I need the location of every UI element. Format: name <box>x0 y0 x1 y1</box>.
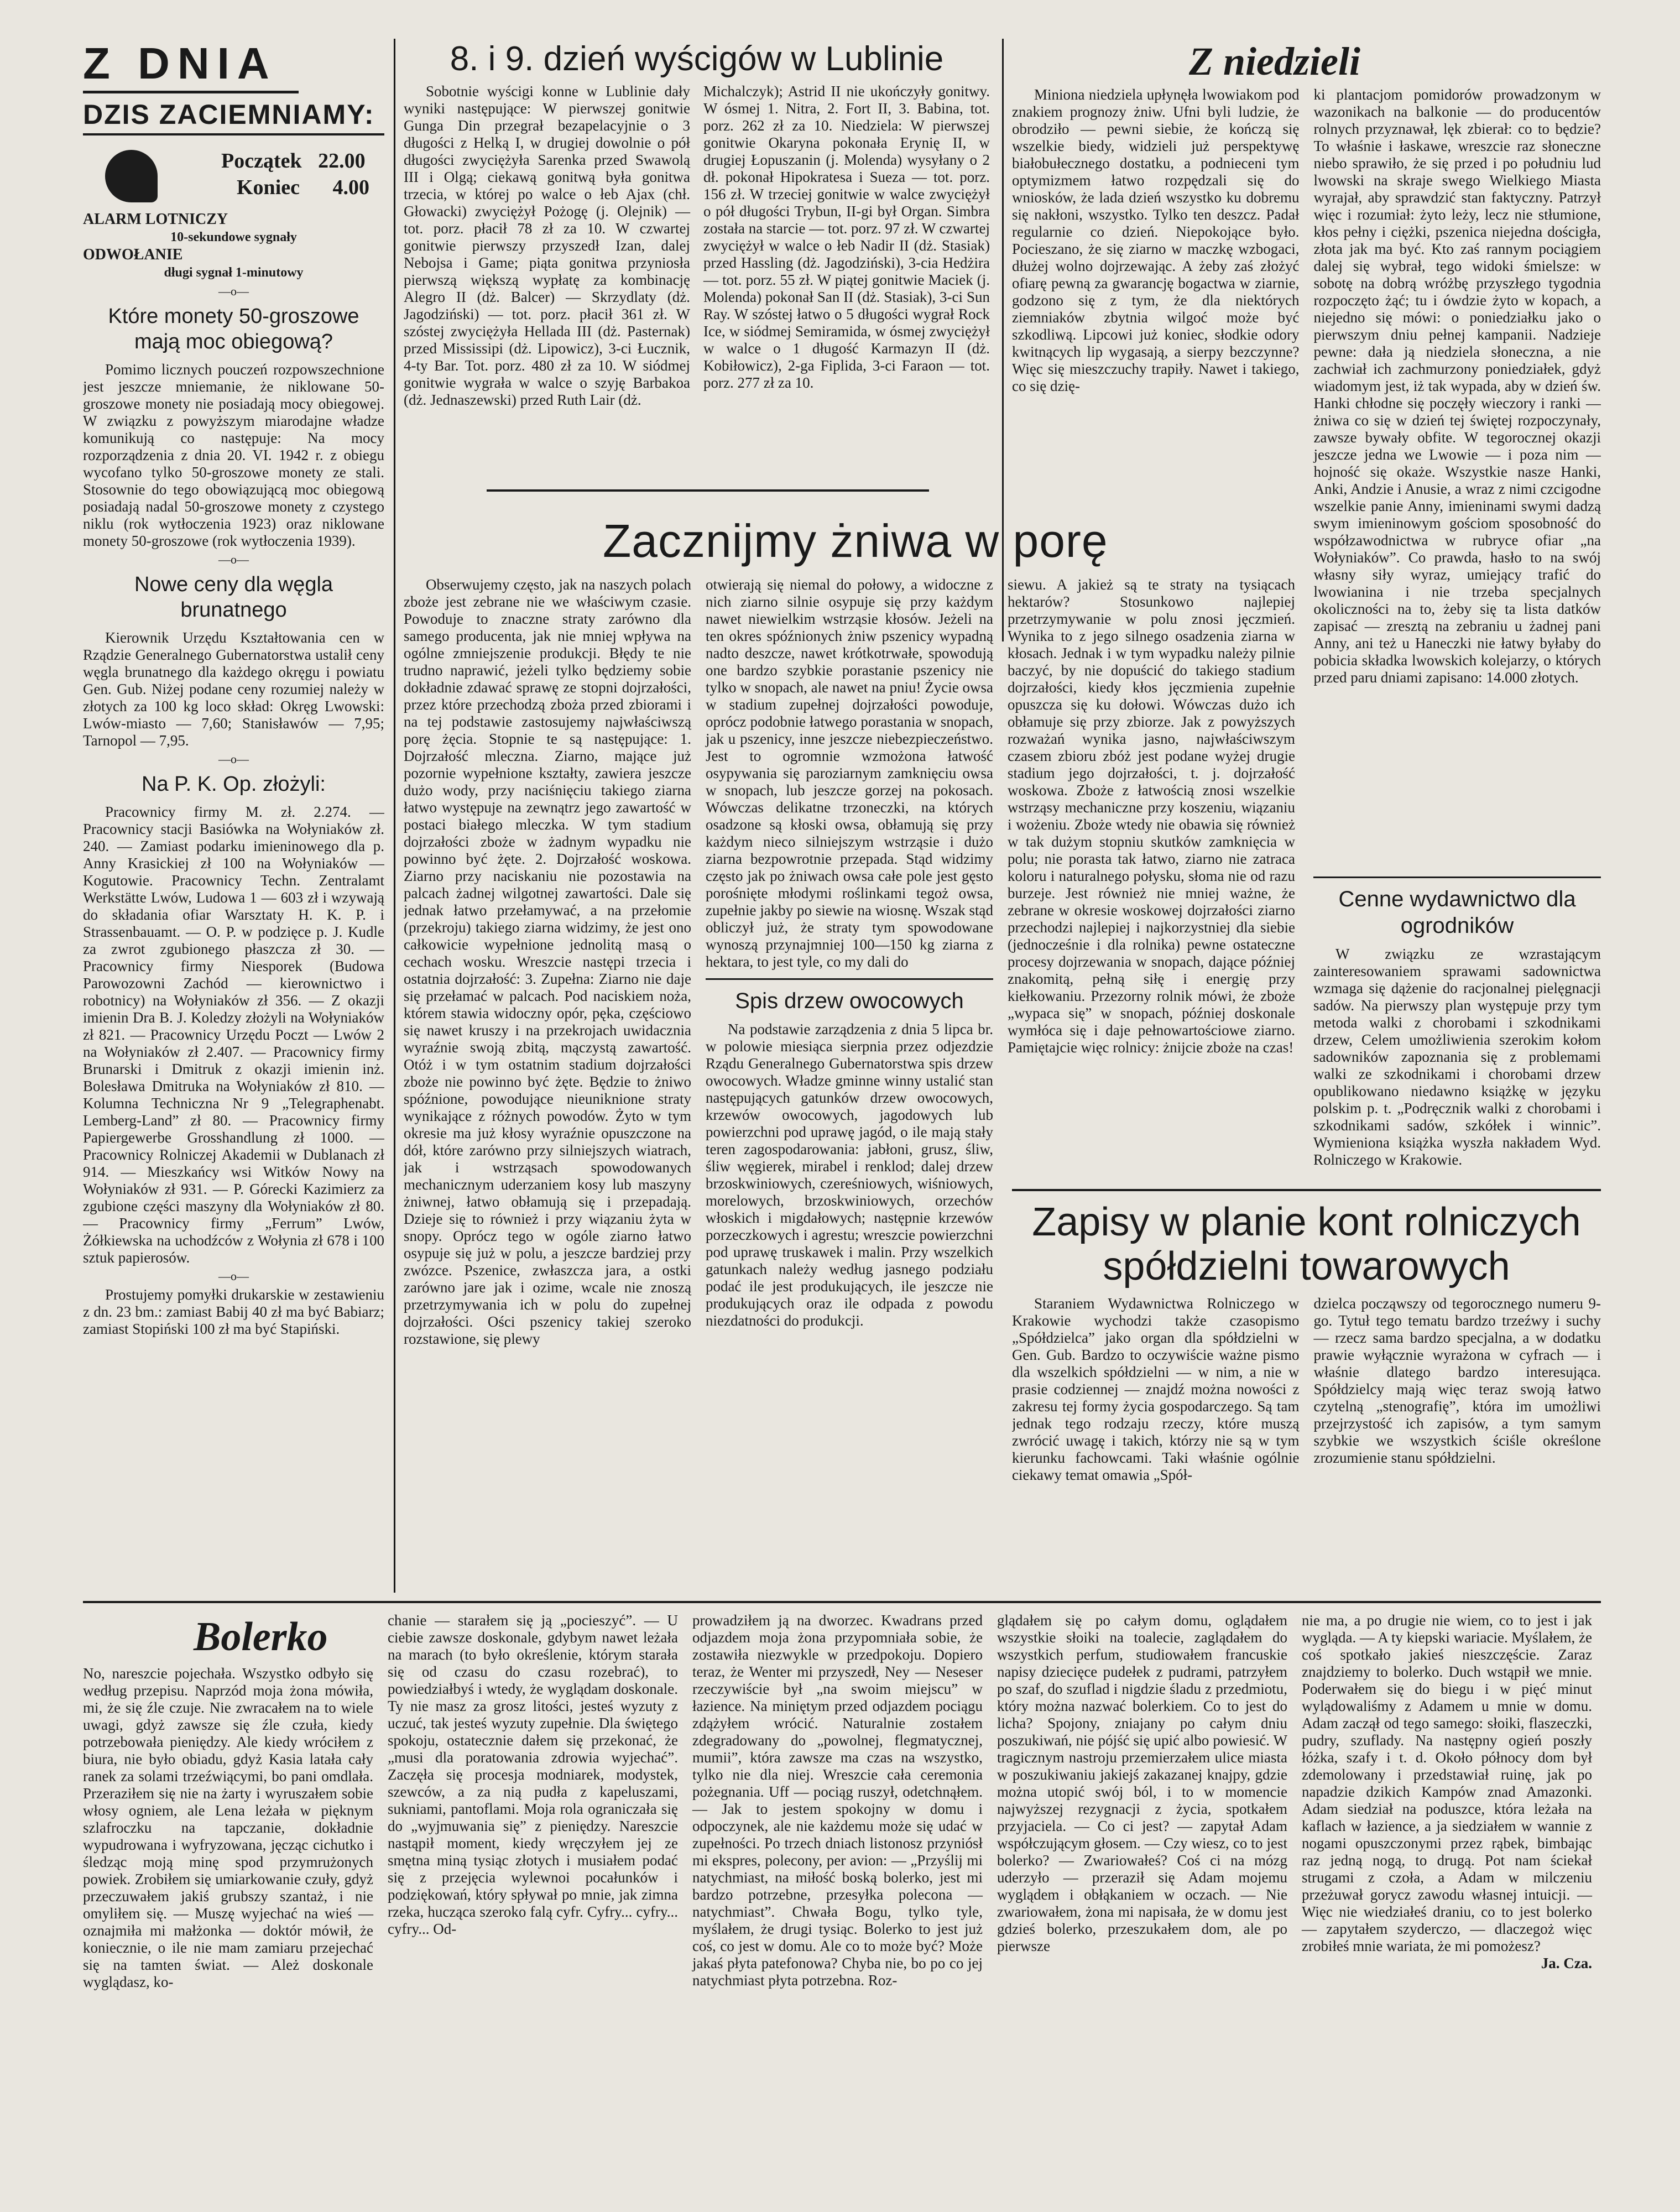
zniwa-headline: Zacznijmy żniwa w porę <box>603 515 1108 567</box>
alarm-desc: 10-sekundowe sygnały <box>170 230 297 244</box>
dzis-zaciemniamy: DZIS ZACIEMNIAMY: <box>83 99 384 135</box>
z-dnia-column <box>83 39 384 1631</box>
bolerko-col1: No, nareszcie pojechała. Wszystko odbyło się według przepisu. Naprzód moja żona mówiła, mi, że się źle czuje. Nie zwracałem na to wiele uwagi, gdyż zawsze się źle czuła, kiedy potrzebowała pieniędzy. Ale kiedy wróciłem z biura, nie było obiadu, gdyż Kasia latała cały ranek za solami trzeźwiącymi, bo pani omdlała. Przeraziłem się nie na żarty i wyruszałem sobie włosy ogniem, ale Lena leżała w pięknym szlafroczku na tapczanie, dokładnie wypudrowana i wyfryzowana, jęcząc cichutko i śledząc moją minę spod przymrużonych powiek. Zrobiłem się umiarkowanie czuły, gdyż przeczuwałem jakiś grubszy szantaż, i nie omyliłem się. — Muszę wyjechać na wieś — oznajmiła mi małżonka — doktór mówił, że koniecznie, o ile nie mam zamiaru przejechać się na tamten świat. — Ależ doskonale wyglądasz, ko- <box>83 1665 373 1990</box>
zniwa-col1: Obserwujemy często, jak na naszych polach zboże jest zebrane nie we właściwym czasie. Powoduje to znaczne straty zarówno dla samego producenta, jak nie mniej wpływa na ogólne zmniejszenie produkcji. Błędy te nie trudno naprawić, jeżeli tylko będziemy sobie dokładnie zdawać sprawę ze stopni dojrzałości, przez które przechodzą zboża przed zbiorami i na tej podstawie zastosujemy najwłaściwszą porę żęcia. Stopnie te są następujące: 1. Dojrzałość mleczna. Ziarno, mające już pozornie wypełnione kształty, zawiera jeszcze dużo wody, przy naciśnięciu takiego ziarna łatwo występuje na zewnątrz jego zawartość w postaci białego mleczka. W tym stadium dojrzałości zboże w żadnym wypadku nie powinno być żęte. 2. Dojrzałość woskowa. Ziarno przy naciskaniu nie pozostawia na palcach żadnej wilgotnej zawartości. Dale się jednak łatwo przełamywać, a na przełomie (przekroju) takiego ziarna widzimy, że jest ono całkowicie wypełnione jednolitą masą o cechach wosku. Wreszcie następi trzecia i ostatnia dojrzałość: 3. Zupełna: Ziarno nie daje się przełamać w palcach. Pod naciskiem noża, którem stawia widoczny opór, pęka, częściowo się nawet kruszy i na przekrojach uwidacznia wyraźnie swoją zbitą, mączystą zawartość. Otóż i w tym ostatnim stadium dojrzałości zboże nie powinno być żęte. Będzie to żniwo spóźnione, powodujące nieuniknione straty wynikające z różnych powodów. Żyto w tym okresie ma już kłosy wyraźnie opuszczone na dół, które zarówno przy silniejszych wiatrach, jak i wstrząsach spowodowanych mechanicznym uderzaniem kosy lub maszyny żniwnej, łatwo obłamują się i przepadają. Dzieje się to również i przy wiązaniu żyta w snopy. Oprócz tego w ogóle ziarno łatwo osypuje się już w polu, a jeszcze bardziej przy zwózce. Pszenice, zwłaszcza jara, a ostki zarówno jare jak i ozime, wcale nie znoszą przetrzymywania ich w polu do zupełnej dojrzałości. Ości pszenicy takiej szeroko rozstawione, się plewy <box>404 576 691 1347</box>
blackout-times <box>83 144 384 211</box>
spis-rule <box>706 978 993 980</box>
start-label: Początek <box>221 149 302 173</box>
sprostowanie-text: Prostujemy pomyłki drukarskie w zestawieniu z dn. 23 bm.: zamiast Babij 40 zł ma być Babiarz; zamiast Stopiński 100 zł ma być Stapiński. <box>83 1286 384 1337</box>
start-row <box>221 149 366 173</box>
zapisy-headline: Zapisy w planie kont rolniczych spółdzielni towarowych <box>1032 1200 1581 1288</box>
lublin-col1: Sobotnie wyścigi konne w Lublinie dały wyniki następujące: W pierwszej gonitwie Gunga Din przegrał bezapelacyjnie o 3 długości z Helką I, w drugiej dowolnie o pół długości zwyciężyła Sarenka przed Swawolą III i Olgą; ciekawą gonitwą była gonitwa trzecia, w której po walce o łeb Ajax (chł. Głowacki) zwyciężył Pożogę (j. Olejnik) — tot. porz. płacił 78 zł za 10. W czwartej gonitwie pierwszy przyszedł Izan, dalej Nebojsa i Game; piąta gonitwa przyniosła pierwszą większą wypłatę za kombinację Alegro II (dż. Balcer) — Skrzydlaty (dż. Jagodziński) — tot. porz. płacił 361 zł. W szóstej zwyciężyła Hellada III (dż. Pasternak) przed Mississipi (dż. Lipowicz), 3-ci Łucznik, 4-ty Bar. Tot. porz. 480 zł za 10. W siódmej gonitwie wygrała w walce o szyję Barbakoa (dż. Jednaszewski) przed Ruth Lair (dż. <box>404 83 690 408</box>
wydawnictwo-article <box>1313 877 1601 1186</box>
lublin-headline: 8. i 9. dzień wyścigów w Lublinie <box>450 40 944 78</box>
pkop-headline: Na P. K. Op. złożyli: <box>142 773 326 796</box>
lublin-article <box>404 39 990 487</box>
blackout-logo-icon <box>105 150 158 202</box>
zapisy-top-rule <box>1012 1189 1601 1191</box>
bolerko-headline: Bolerko <box>194 1614 328 1660</box>
separator: —o— <box>218 752 249 766</box>
bolerko-col2: chanie — starałem się ją „pocieszyć”. — U ciebie zawsze doskonale, gdybym nawet leżała na marach (to było określenie, którym starała się od czasu do czasu rozebrać), to powiedziałbyś i wtedy, że wyglądam doskonale. Ty nie masz za grosz litości, jesteś wyzuty z uczuć, tak jesteś wyzuty zupełnie. Dla świętego spokoju, ostatecznie dałem się przekonać, że „musi dla poratowania zdrowia wyjechać”. Zaczęła się procesja modniarek, modystek, szewców, a za nią pudła z kapeluszami, sukniami, pantoflami. Moja rola ograniczała się do „wyjmuwania się” z pieniędzy. Nareszcie nastąpił moment, kiedy wręczyłem jej ze smętna miną tysiąc złotych i musiałem podać się z przejęcia wylewnoi pocałunków i podziękowań, który spływał po mnie, jak zimna rzeka, hucząca szeroko falą cyfr. Cyfry... cyfry... cyfry... Od- <box>388 1612 678 1937</box>
end-time: 4.00 <box>332 176 369 199</box>
alarm-title: ALARM LOTNICZY <box>83 211 228 228</box>
niedziela-col2: ki plantacjom pomidorów prowadzonym w wazonikach na balkonie — do producentów rolnych przyznawał, lęk zbierał: co to będzie? To właśnie i łaskawe, wreszcie raz słoneczne niebo sprawiło, że się przed i po południu lud lwowski na skraje swego Wielkiego Miasta wyrajał, aby sprawdzić stan faktyczny. Patrzył więc i rozumiał: żyto leży, lecz nie stłumione, kłos pełny i ciężki, pszenica niejedna dościgła, złota jak ma być. Kto zaś rannym pociągiem dalej się wybrał, tego widoki śmielsze: w sobotę na dobrą wróżbę przyszłego tygodnia rozpoczęto żąć; tu i ówdzie żyto w kopach, a niejedno się mówi: o poniedziałku jako o pierwszym dniu pełnej kampanii. Nadzieje pewne: dała ją niedziela słoneczna, a nie zachwiał ich zachmurzony poniedziałek, gdyż wiadomym jest, iż tak wypada, aby w dzień św. Hanki chłodne się poczęły wieczory i ranki — żniwa co się w dzień tej świętej rozpoczynały, zawsze bywały obfite. W tegorocznej okazji jeszcze jedna we Lwowie — i poza nim — hojność się okaże. Wszystkie nasze Hanki, Anki, Andzie i Anusie, a wraz z nimi czcigodne wszelkie panie Anny, imieninami swymi dadzą swym imieninowym gościom sposobność do współzawodnictwa w rubryce ofiar „na Wołyniaków”. Co prawda, hasło to na swój własny siły wyraz, umiejący trafić do lwowianina i nie trzeba specjalnych okoliczności na to, żeby się ta lista datków zapisać — zresztą na zebraniu u żadnej pani Anny, ani też u Haneczki nie łatwy byłaby do pobicia składka lwowskich kolejarzy, o których przed paru dniami zapisano: 14.000 złotych. <box>1313 86 1601 686</box>
odwolanie-desc: długi sygnał 1-minutowy <box>164 265 304 280</box>
bolerko-signature: Ja. Cza. <box>1541 1955 1592 1971</box>
separator: —o— <box>218 552 249 566</box>
odwolanie-title: ODWOŁANIE <box>83 246 183 263</box>
monety-text: Pomimo licznych pouczeń rozpowszechnione jest jeszcze mniemanie, że niklowane 50-groszowe monety nie posiadają mocy obiegowej. W związku z powyższym miarodajne władze komunikują co następuje: Na mocy rozporządzenia z dnia 20. VI. 1942 r. z obiegu wycofano tylko 50-groszowe monety ze stali. Stosownie do tego obowiązującą moc obiegową posiadają nadal 50-groszowe monety z czystego niklu (rok wytłoczenia 1923) oraz niklowane monety 50-groszowe (rok wytłoczenia 1939). <box>83 361 384 549</box>
zniwa-col3: siewu. A jakież są te straty na tysiącach hektarów? Stosunkowo najlepiej przetrzymywanie w polu znosi jęczmień. Wynika to z jego silnego osadzenia ziarna w kłosach. Jednak i w tym wypadku należy pilnie baczyć, by nie dopuścić do takiego stadium dojrzałości, kiedy kłos jęczmienia zupełnie opuszcza się ku dołowi. Wówczas dużo ich obłamuje się przy zbiorze. Jak z powyższych rozważań wynika jasno, najwłaściwszym czasem zbioru zbóż jest podane wyżej drugie stadium jego dojrzałości, t. j. dojrzałość woskowa. Zboże z łatwością znosi wszelkie wstrząsy mechaniczne przy koszeniu, wiązaniu i wożeniu. Zboże wtedy nie obawia się również w tak dużym stopniu skutków zamknięcia w polu; nie porasta tak łatwo, ziarno nie zatraca koloru i naturalnego połysku, słoma nie od razu burzeje. Jest również nie mniej ważne, że zebrane w okresie woskowej dojrzałości ziarno przechodzi najlepiej i najkorzystniej dla siebie (jednocześnie i dla rolnika) pewne ostateczne procesy dojrzewania w snopach, dające później znakomitą, pełną siłę i energię przy kiełkowaniu. Przezorny rolnik mówi, że zboże „wypaca się” w snopach, później doskonale wymłóca się i daje pełnowartościowe ziarno. Pamiętajcie więc rolnicy: żnijcie zboże na czas! <box>1008 576 1295 1056</box>
zapisy-article <box>1012 1200 1601 1598</box>
z-dnia-masthead: Z DNIA <box>83 39 277 88</box>
zapisy-col2: dzielca począwszy od tegorocznego numeru 9-go. Tytuł tego tematu bardzo trzeźwy i suchy — rzecz sama bardzo specjalna, a w dodatku prawie wyłącznie wyrażona w cyfrach — i właśnie dlatego bardzo interesująca. Spółdzielcy mają więc teraz swoją łatwo czytelną „stenografię”, która im umożliwi przejrzystość ich zapisów, a tym samym szybkie we wszystkich ściśle określone zrozumienie stanu spółdzielni. <box>1313 1295 1601 1466</box>
end-row <box>237 175 369 200</box>
separator: —o— <box>218 284 249 298</box>
wydawnictwo-headline: Cenne wydawnictwo dla ogrodników <box>1338 887 1576 938</box>
spis-text: Na podstawie zarządzenia z dnia 5 lipca br. w polowie miesiąca sierpnia przez odjezdzie Rządu Generalnego Gubernatorstwa spis drzew owocowych. Władze gminne winny ustalić stan następujących gatunków drzew owocowych, krzewów owocowych, jagodowych lub powierzchni pod uprawę jagód, o ile mają stały teren zagospodarowania: jabłoni, grusz, śliw, śliw węgierek, mirabel i renklod; dalej drzew brzoskwiniowych, czereśniowych, wiśniowych, morelowych, brzoskwiniowych, orzechów włoskich i migdałowych; następnie krzewów porzeczkowych i agrestu; wreszcie powierzchni pod uprawę truskawek i malin. Przy wszelkich gatunkach należy według jasnego podziału podać ile jest produkujących, ile jeszcze nie produkujących oraz ile odpada z powodu niezdatności do produkcji. <box>706 1021 993 1329</box>
monety-headline: Które monety 50-groszowe mają moc obiegową? <box>108 305 359 353</box>
bolerko-top-rule <box>83 1601 1601 1603</box>
zapisy-col1: Staraniem Wydawnictwa Rolniczego w Krakowie wychodzi także czasopismo „Spółdzielca” jako organ dla spółdzielni w Gen. Gub. Bardzo to oczywiście ważne pismo dla wszelkich spółdzielni — w nim, a nie w prasie codziennej — znajdź można nowości z zakresu tej formy życia gospodarczego. Są tam jednak tego rodzaju rzeczy, które muszą zwrócić uwagę i takich, którzy nie są w tym kierunku fachowcami. Taki właśnie ogólnie ciekawy temat omawia „Spół- <box>1012 1295 1300 1483</box>
wegiel-text: Kierownik Urzędu Kształtowania cen w Rządzie Generalnego Gubernatorstwa ustalił ceny węgla brunatnego dla każdego okręgu i powiatu Gen. Gub. Niżej podane ceny rozumiej należy w złotych za 100 kg loco skład: Okręg Lwowski: Lwów-miasto — 7,60; Stanisławów — 7,95; Tarnopol — 7,95. <box>83 629 384 749</box>
wydawnictwo-text: W związku ze wzrastającym zainteresowaniem sprawami sadownictwa wzmaga się dążenie do racjonalnej pielęgnacji sadów. Na pierwszy plan występuje przy tym metoda walki z chorobami i szkodnikami drzew, Celem umożliwienia szerokim kołom sadowników zapoznania się z problemami walki ze szkodnikami i chorobami drzew opublikowano niedawno książkę w języku polskim p. t. „Podręcznik walki z chorobami i szkodnikami sadów, szkółek i winnic”. Wymieniona książka wyszła nakładem Wyd. Rolniczego w Krakowie. <box>1313 946 1601 1168</box>
start-time: 22.00 <box>318 149 366 173</box>
niedziela-headline: Z niedzieli <box>1189 39 1360 84</box>
masthead-rule <box>83 91 299 93</box>
zniwa-col2: otwierają się niemal do połowy, a widoczne z nich ziarno silnie osypuje się przy każdym nawet niewielkim wstrząsie kłosów. Jeżeli na ten okres spóźnionych żniw pszenicy wypadną nadto deszcze, nawet krótkotrwałe, spowodują one bardzo szybkie porastanie pszenicy nie tylko w snopach, ale nawet na pniu! Życie owsa w stadium zupełnej dojrzałości powoduje, oprócz podobnie łatwego porastania w snopach, jak u pszenicy, inne jeszcze niebezpieczeństwo. Jest to ogromnie wzmożona łatwość osypywania się paroziarnym zamknięciu owsa w snopach, lub jeszcze gorzej na pokosach. Wówczas delikatne trzoneczki, na których osadzone są kłoski owsa, obłamują się przy każdym nieco silniejszym wstrząsie i dużo ziarna bezpowrotnie przepada. Stąd widzimy często jak po żniwach owsa całe pole jest gęsto porośnięte młodymi roślinkami tegoż owsa, zupełnie jakby po siewie na wiosnę. Wszak stąd obliczył już, że straty tym spowodowane wynoszą przynajmniej 100—150 kg ziarna z hektara, to jest tyle, co my dali do <box>706 576 993 970</box>
bolerko-col3: prowadziłem ją na dworzec. Kwadrans przed odjazdem moja żona przypomniała sobie, że zostawiła niezwykle w przedpokoju. Dopiero teraz, że Wenter mi przyszedł, Ney — Neseser rzeczywiście był „na swoim miejscu” w łazience. Na miniętym przed odjazdem pociągu zdążyłem wrócić. Naturalnie zostałem zdegradowany do „powolnej, flegmatycznej, mumii”, która zawsze ma czas na wszystko, tylko nie dla niej. Wreszcie cała ceremonia pożegnania. Uff — pociąg ruszył, odetchnąłem. — Jak to jestem spokojny w domu i odpoczynek, ale nie każdemu może się udać w zupełności. Po trzech dniach listonosz przyniósł mi ekspres, polecony, per avion: — „Przyślij mi natychmiast, na miłość boską bolerko, jest mi bardzo potrzebne, przesyłka polecona — natychmiast”. Chwała Bogu, tylko tyle, myślałem, że drugi tysiąc. Bolerko to jest już coś, co jest w domu. Ale co to może być? Może jakaś płyta patefonowa? Chyba nie, bo po co jej natychmiast płyta potrzebna. Roz- <box>692 1612 983 1989</box>
alarm-block <box>83 211 384 281</box>
bolerko-col5: nie ma, a po drugie nie wiem, co to jest i jak wygląda. — A ty kiepski wariacie. Myślałem, że coś spotkało jakieś nieszczęście. Zaraz znajdziemy to bolerko. Duch wstąpił we mnie. Poderwałem się do biegu i w pięć minut wylądowaliśmy z Adamem u mnie w domu. Adam zaczął od tego samego: słoiki, flaszeczki, pudry, szuflady. Na następny ogień poszły łóżka, szafy i t. d. Około północy dom był zdemolowany i przedstawiał ruinę, jak po napadzie dzikich Kampów znad Amazonki. Adam siedział na poduszce, która leżała na kaflach w łazience, a ja siedziałem w wannie z nogami opuszczonymi przez rąbek, bimbając raz jedną nogą, to drugą. Pot nam ściekał strugami z czoła, a Adam w milczeniu przeżuwał gorycz zawodu własnej intuicji. — Więc nie wiedziałeś draniu, co to jest bolerko — zapytałem szyderczo, — dlaczegoż więc zrobiłeś mnie wariata, że mi pomożesz? <box>1302 1612 1592 1954</box>
niedziela-col1: Miniona niedziela upłynęła lwowiakom pod znakiem prognozy żniw. Ufni byli ludzie, że obrodziło — pewni siebie, że kończą się wszelkie biedy, widzieli już perspektywę białobułecznego dostatku, a podnieceni tym optymizmem łatwo rozpędzali się do wniosków, że lada dzień wszystko ku dobremu się nakłoni, wszystko. Tylko ten deszcz. Padał regularnie co dzień. Niepokojące było. Pocieszano, że się ziarno w maczkę wzbogaci, dłużej wolno dojrzewając. A żeby zaś złożyć ofiarę pewną za gwarancję bogactwa w ziarnie, godzono się z tym, że dla niektórych ziemniaków zbytnia wilgoć może być szkodliwą. Lipcowi już koniec, słodkie odory kwitnących lip wygasają, a sierpy bezczynne? Więc się mieszczuchy trapiły. Nawet i takiego, co się dzię- <box>1012 86 1300 394</box>
wegiel-headline: Nowe ceny dla węgla brunatnego <box>134 573 333 622</box>
spis-headline: Spis drzew owocowych <box>735 989 964 1013</box>
wydawnictwo-rule <box>1313 877 1601 878</box>
lublin-col2: Michalczyk); Astrid II nie ukończyły gonitwy. W ósmej 1. Nitra, 2. Fort II, 3. Babina, tot. porz. 262 zł za 10. Niedziela: W pierwszej gonitwie Okaryna pokonała Erynię II, w drugiej Łopuszanin (j. Molenda) wysyłany o 2 dł. pokonał Hipokratesa i Sueza — tot. porz. 156 zł. W trzeciej gonitwie w walce zwyciężył o pół długości Trybun, II-gi był Organ. Simbra została na starcie — tot. porz. 97 zł. W czwartej zwyciężył w walce o łeb Nadir II (dż. Stasiak) przed Hassling (dż. Jagodziński), 3-cia Hedżira — tot. porz. 55 zł. W piątej gonitwie Maciek (j. Molenda) pokonał San II (dż. Stasiak), 3-ci Sun Ray. W szóstej łatwo o 5 długości wygrał Rock Ice, w siódmej Semiramida, w ósmej zwyciężył w walce o 1 długość Karmazyn II (dż. Kobiłowicz), 2-ga Fiplida, 3-ci Faraon — tot. porz. 277 zł za 10. <box>703 83 990 391</box>
bolerko-col4: glądałem się po całym domu, oglądałem wszystkie słoiki na toalecie, zaglądałem do wszystkich perfum, studiowałem francuskie napisy dziecięce pudełek z pudrami, patrzyłem po szaf, do szuflad i nigdzie śladu z przedmiotu, który można nazwać bolerkiem. Co to jest do licha? Spojony, zniajany po całym dniu poszukiwań, nie pójść się upić albo powiesić. W tragicznym nastroju przemierzałem ulice miasta w poszukiwaniu jakiejś zakazanej knajpy, gdzie można utopić swój ból, i to w momencie najwyższej rezygnacji z życia, spotkałem przyjaciela. — Co ci jest? — zapytał Adam współczującym głosem. — Czy wiesz, co to jest bolerko? — Zwariowałeś? Coś ci na mózg uderzyło — przeraził się Adam mojemu wyglądem i obłąkaniem w oczach. — Nie zwariowałem, żona mi napisała, że w domu jest gdzieś bolerko, przeszukałem dom, ale po pierwsze <box>997 1612 1287 1954</box>
bolerko-article <box>83 1612 1601 2198</box>
column-rule <box>394 39 395 1593</box>
separator: —o— <box>218 1269 249 1283</box>
lublin-bottom-rule <box>487 489 929 492</box>
pkop-text: Pracownicy firmy M. zł. 2.274. — Pracownicy stacji Basiówka na Wołyniaków zł. 240. — Zamiast podarku imieninowego dla p. Anny Krasickiej zł 100 na Wołyniaków — Kogutowie. Pracownicy Techn. Zentralamt Werkstätte Lwów, Ludowa 1 — 603 zł i wzywają do składania ofiar Warsztaty H. K. P. i Strassenbauamt. — O. P. w podzięce p. J. Kudle za zwrot zgubionego płaszcza zł 30. — Pracownicy firmy Niesporek (Budowa Parowozowni Zachód — kierownictwo i robotnicy) na Wołyniaków zł 356. — Z okazji imienin Dra B. J. Koledzy złożyli na Wołyniaków zł 821. — Pracownicy Urzędu Poczt — Lwów 2 na Wołyniaków zł 2.407. — Pracownicy firmy Brunarski i Dmitruk z okazji imienin inż. Bolesława Dmitruka na Wołyniaków zł 810. — Kolumna Techniczna Nr 9 „Telegraphenabt. Lemberg-Land” zł 80. — Pracownicy firmy Papiergewerbe Grosshandlung zł 1000. — Pracownicy Rolniczej Akademii w Dublanach zł 914. — Mieszkańcy wsi Witków Nowy na Wołyniaków zł 931. — P. Górecki Kazimierz za zgubione części maszyny dla Wołyniaków zł 80. — Pracownicy firmy „Ferrum” Lwów, Żółkiewska na uchodźców z Wołynia zł 678 i 100 sztuk papierosów. <box>83 804 384 1266</box>
end-label: Koniec <box>237 176 300 199</box>
